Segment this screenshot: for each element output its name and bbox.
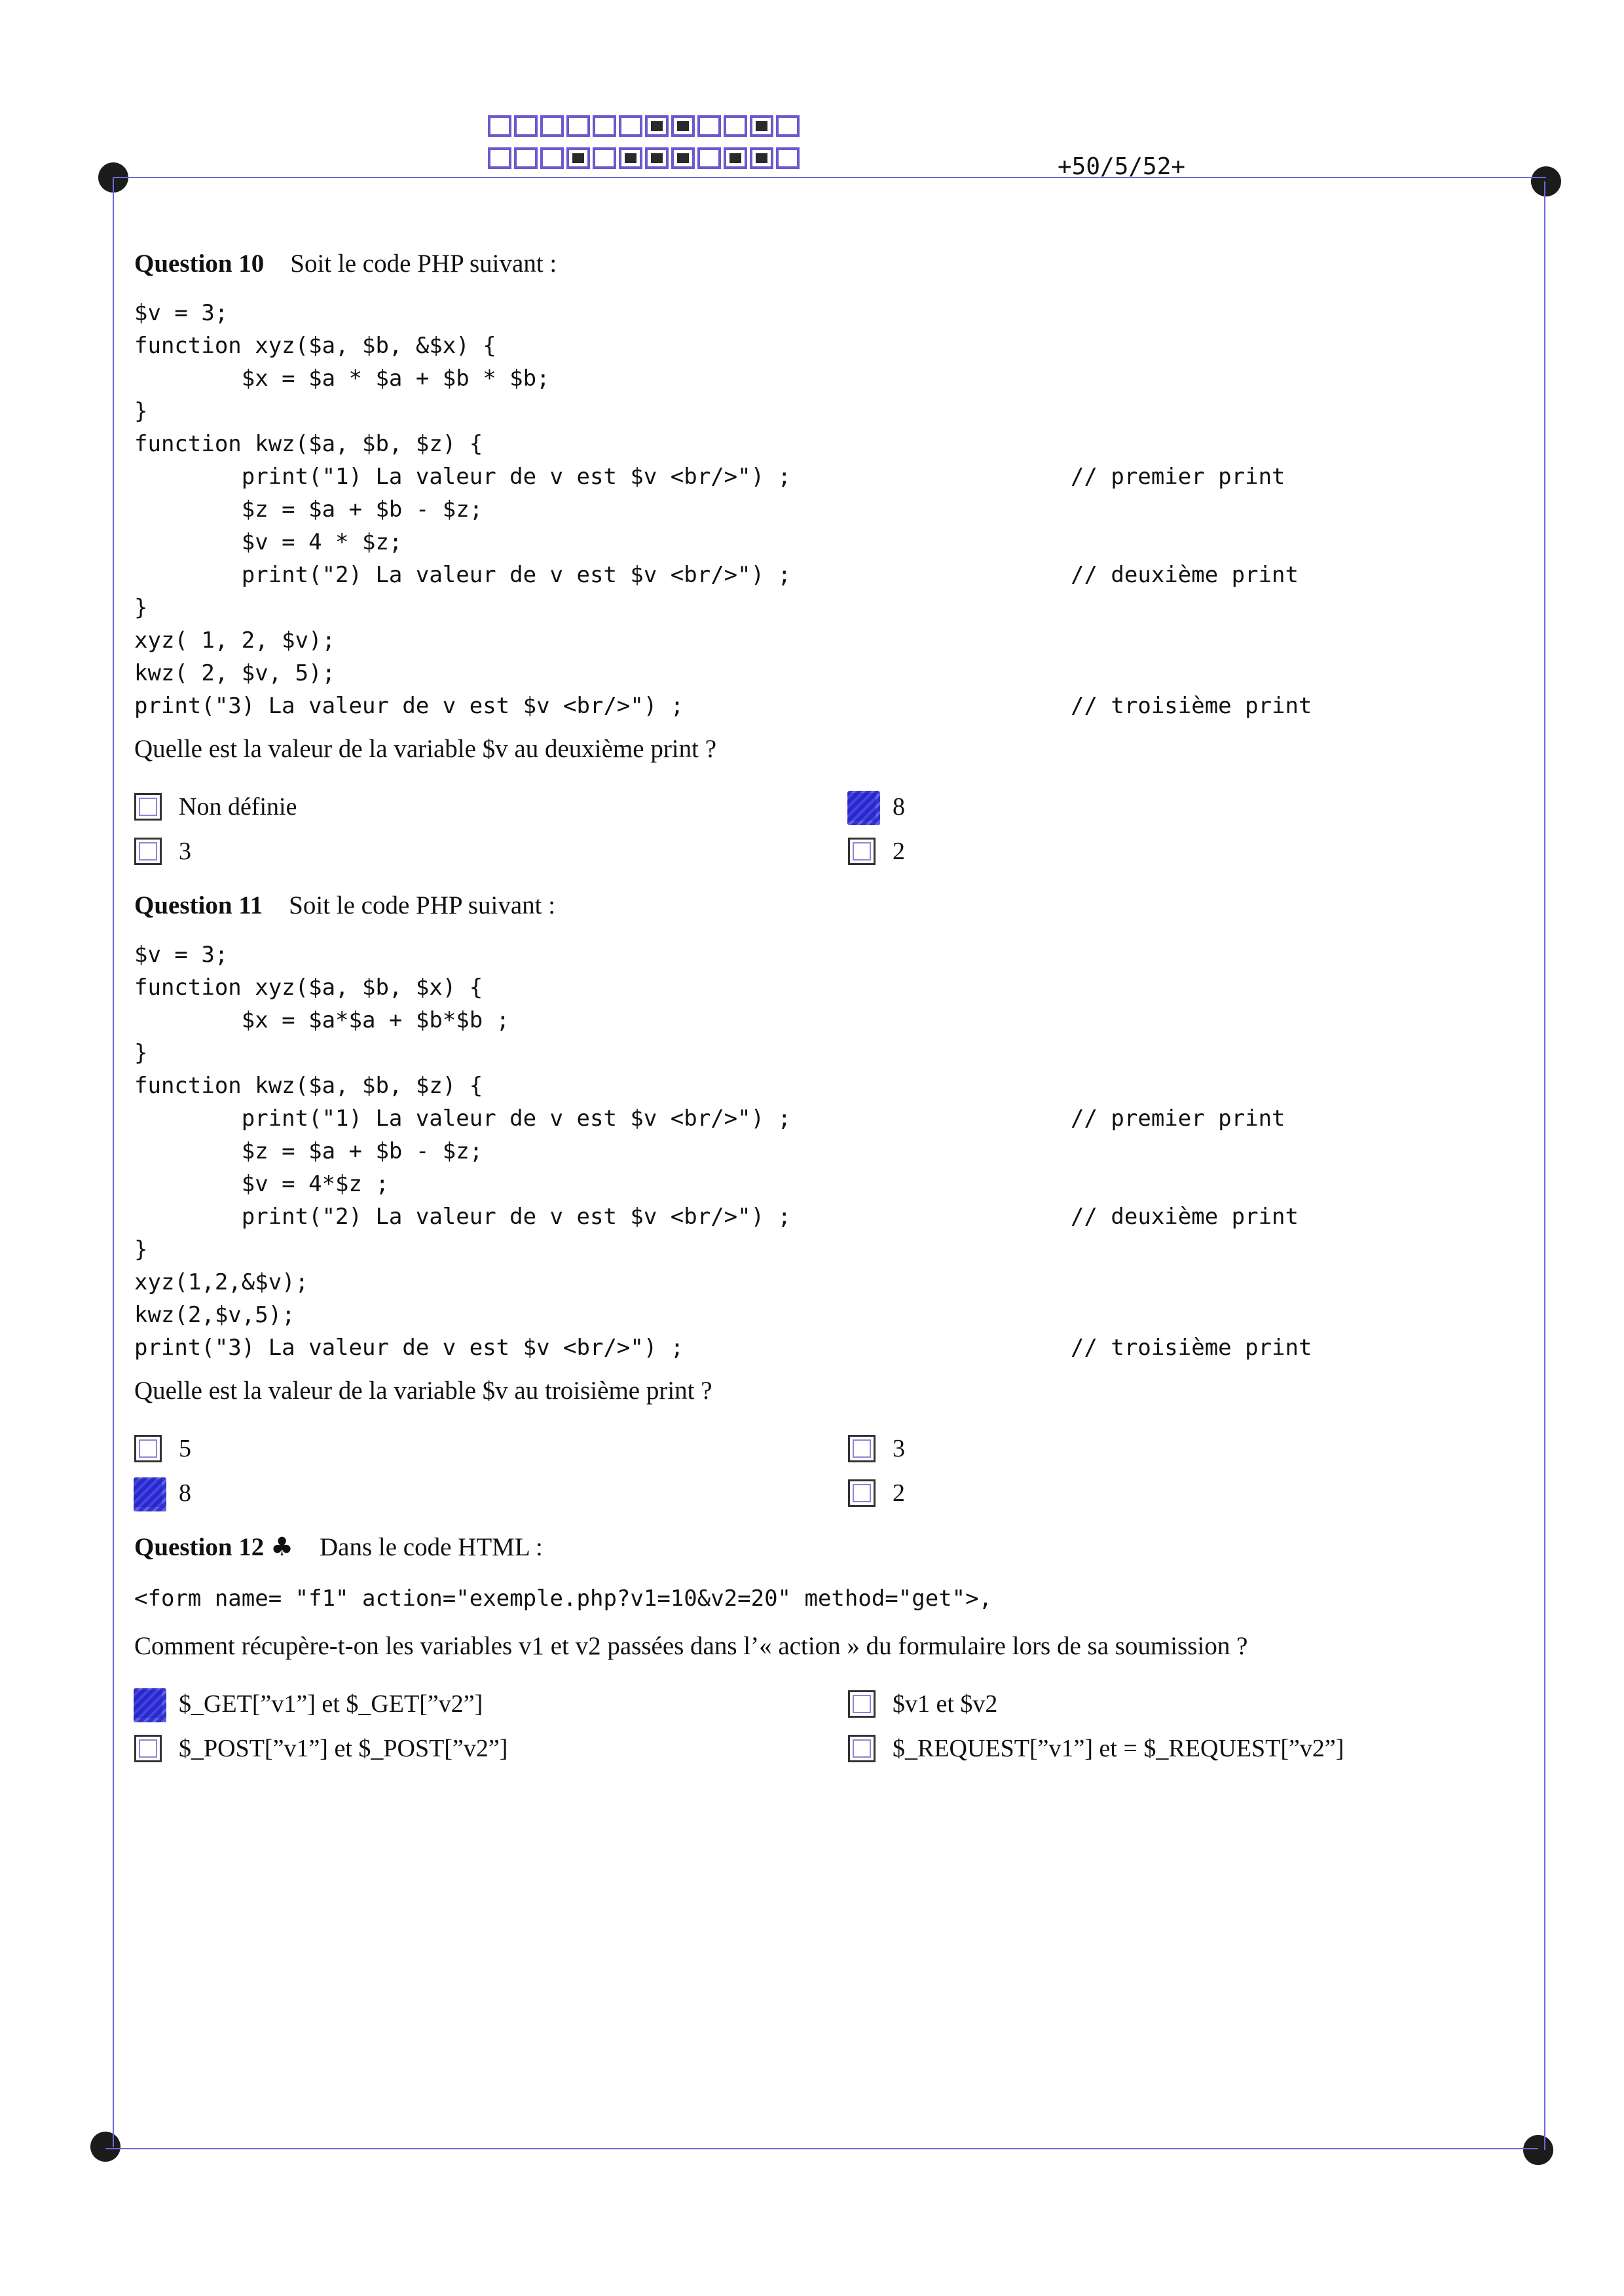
answer-option[interactable] xyxy=(134,790,848,824)
code-line xyxy=(134,395,1509,428)
question-prompt: Comment récupère-t-on les variables v1 et v2 passées dans l’« action » du formulaire lors de sa soumission ? xyxy=(134,1632,1248,1660)
frame-bottom xyxy=(105,2148,1538,2149)
code-line xyxy=(134,938,1509,971)
code-text: $v = 4*$z ; xyxy=(134,1171,389,1197)
barcode-cell xyxy=(488,147,511,169)
answer-option[interactable] xyxy=(134,1687,848,1721)
barcode-cell xyxy=(750,115,773,137)
checkbox[interactable] xyxy=(848,838,876,865)
barcode-cell xyxy=(671,147,695,169)
code-text: $z = $a + $b - $z; xyxy=(134,496,483,523)
checked-checkbox[interactable] xyxy=(848,793,876,821)
code-line xyxy=(134,1102,1509,1135)
checkbox[interactable] xyxy=(134,1735,162,1762)
code-text: xyz( 1, 2, $v); xyxy=(134,627,336,654)
question-intro: Dans le code HTML : xyxy=(320,1533,543,1561)
question-title: Question 12 xyxy=(134,1533,265,1561)
question-11 xyxy=(134,891,1509,1510)
answer-option[interactable] xyxy=(134,1476,848,1510)
code-line xyxy=(134,559,1509,591)
code-text: function kwz($a, $b, $z) { xyxy=(134,431,483,457)
answer-grid xyxy=(134,1432,1509,1510)
code-text: $z = $a + $b - $z; xyxy=(134,1138,483,1164)
question-prompt: Quelle est la valeur de la variable $v au deuxième print ? xyxy=(134,735,717,763)
code-comment: // premier print xyxy=(1071,464,1285,490)
checked-checkbox[interactable] xyxy=(134,1690,162,1718)
code-line xyxy=(134,1004,1509,1037)
answer-option[interactable] xyxy=(848,1476,1503,1510)
code-comment: // deuxième print xyxy=(1071,562,1299,588)
code-line xyxy=(134,657,1509,690)
code-block xyxy=(134,297,1509,722)
code-line xyxy=(134,297,1509,329)
barcode-cell xyxy=(697,115,721,137)
answer-label: $v1 et $v2 xyxy=(893,1690,998,1718)
barcode-cell xyxy=(593,147,616,169)
code-block xyxy=(134,938,1509,1364)
barcode-cell xyxy=(750,147,773,169)
barcode-cell xyxy=(488,115,511,137)
code-text: } xyxy=(134,1040,148,1066)
code-text: function xyz($a, $b, $x) { xyxy=(134,974,483,1001)
barcode-cell xyxy=(776,147,800,169)
answer-option[interactable] xyxy=(848,1731,1503,1766)
barcode-cell xyxy=(566,115,590,137)
question-title-wrap xyxy=(134,1532,293,1562)
answer-label: 3 xyxy=(179,838,191,865)
answer-option[interactable] xyxy=(848,790,1503,824)
answer-option[interactable] xyxy=(134,1432,848,1466)
answer-option[interactable] xyxy=(848,1687,1503,1721)
answer-label: 3 xyxy=(893,1435,905,1462)
question-10 xyxy=(134,249,1509,868)
code-line xyxy=(134,362,1509,395)
code-comment: // premier print xyxy=(1071,1105,1285,1132)
code-text: kwz( 2, $v, 5); xyxy=(134,660,336,686)
answer-grid xyxy=(134,1687,1509,1766)
barcode-cell xyxy=(540,147,564,169)
code-text: function xyz($a, $b, &$x) { xyxy=(134,333,496,359)
checkbox[interactable] xyxy=(848,1479,876,1507)
code-text: $v = 3; xyxy=(134,942,229,968)
code-text: } xyxy=(134,398,148,424)
question-intro: Soit le code PHP suivant : xyxy=(289,891,556,919)
code-line xyxy=(134,591,1509,624)
code-text: xyz(1,2,&$v); xyxy=(134,1269,309,1295)
frame-left xyxy=(113,177,114,2147)
code-text: kwz(2,$v,5); xyxy=(134,1302,295,1328)
code-line xyxy=(134,1069,1509,1102)
code-text: $x = $a * $a + $b * $b; xyxy=(134,365,550,392)
checkbox[interactable] xyxy=(134,838,162,865)
club-icon: ♣ xyxy=(270,1532,293,1562)
code-line xyxy=(134,1168,1509,1200)
answer-option[interactable] xyxy=(848,1432,1503,1466)
code-line xyxy=(134,1233,1509,1266)
code-line xyxy=(134,460,1509,493)
barcode-cell xyxy=(776,115,800,137)
registration-mark-top-right xyxy=(1531,166,1561,196)
checkbox[interactable] xyxy=(134,793,162,821)
code-line xyxy=(134,1037,1509,1069)
answer-grid xyxy=(134,790,1509,868)
code-line xyxy=(134,1266,1509,1299)
barcode-cell xyxy=(645,115,669,137)
answer-label: 2 xyxy=(893,1479,905,1507)
barcode-cell xyxy=(566,147,590,169)
answer-label: $_GET[”v1”] et $_GET[”v2”] xyxy=(179,1690,483,1718)
checkbox[interactable] xyxy=(848,1690,876,1718)
answer-label: 2 xyxy=(893,838,905,865)
barcode-cell xyxy=(540,115,564,137)
checkbox[interactable] xyxy=(134,1435,162,1462)
answer-label: Non définie xyxy=(179,793,297,821)
answer-option[interactable] xyxy=(134,1731,848,1766)
code-line xyxy=(134,1331,1509,1364)
answer-option[interactable] xyxy=(134,834,848,868)
barcode-cell xyxy=(724,115,747,137)
html-code-line: <form name= "f1" action="exemple.php?v1=10&v2=20" method="get">, xyxy=(134,1585,993,1612)
code-line xyxy=(134,493,1509,526)
checked-checkbox[interactable] xyxy=(134,1479,162,1507)
barcode-cell xyxy=(593,115,616,137)
code-line xyxy=(134,1299,1509,1331)
code-text: $x = $a*$a + $b*$b ; xyxy=(134,1007,510,1033)
answer-label: 5 xyxy=(179,1435,191,1462)
answer-label: $_POST[”v1”] et $_POST[”v2”] xyxy=(179,1735,508,1762)
answer-label: 8 xyxy=(179,1479,191,1507)
code-comment: // troisième print xyxy=(1071,1335,1312,1361)
code-line xyxy=(134,1200,1509,1233)
page-id: +50/5/52+ xyxy=(1058,153,1186,180)
question-title: Question 10 xyxy=(134,250,265,278)
barcode-cell xyxy=(724,147,747,169)
barcode-cell xyxy=(514,147,538,169)
barcode-row-1 xyxy=(488,115,802,137)
code-comment: // troisième print xyxy=(1071,693,1312,719)
barcode-cell xyxy=(514,115,538,137)
code-text: print("2) La valeur de v est $v <br/>") ; xyxy=(134,1204,792,1230)
barcode-cell xyxy=(671,115,695,137)
answer-option[interactable] xyxy=(848,834,1503,868)
code-line xyxy=(134,624,1509,657)
page-content xyxy=(134,249,1509,1784)
barcode-row-2 xyxy=(488,147,802,169)
question-title: Question 11 xyxy=(134,891,263,919)
code-line xyxy=(134,428,1509,460)
barcode-cell xyxy=(645,147,669,169)
code-line xyxy=(134,329,1509,362)
frame-right xyxy=(1544,181,1545,2150)
barcode-cell xyxy=(619,115,642,137)
checkbox[interactable] xyxy=(848,1735,876,1762)
barcode-cell xyxy=(619,147,642,169)
question-12 xyxy=(134,1532,1509,1766)
code-text: print("2) La valeur de v est $v <br/>") ; xyxy=(134,562,792,588)
code-text: print("3) La valeur de v est $v <br/>") ; xyxy=(134,693,684,719)
code-line xyxy=(134,971,1509,1004)
code-line xyxy=(134,690,1509,722)
question-prompt: Quelle est la valeur de la variable $v au troisième print ? xyxy=(134,1377,712,1405)
answer-label: $_REQUEST[”v1”] et = $_REQUEST[”v2”] xyxy=(893,1735,1344,1762)
code-text: $v = 4 * $z; xyxy=(134,529,403,555)
frame-top xyxy=(113,177,1546,178)
registration-mark-bottom-right xyxy=(1523,2135,1553,2165)
code-line xyxy=(134,526,1509,559)
code-text: } xyxy=(134,595,148,621)
code-text: print("3) La valeur de v est $v <br/>") ; xyxy=(134,1335,684,1361)
checkbox[interactable] xyxy=(848,1435,876,1462)
registration-mark-bottom-left xyxy=(90,2132,120,2162)
code-comment: // deuxième print xyxy=(1071,1204,1299,1230)
code-text: function kwz($a, $b, $z) { xyxy=(134,1073,483,1099)
code-text: $v = 3; xyxy=(134,300,229,326)
code-text: print("1) La valeur de v est $v <br/>") ; xyxy=(134,464,792,490)
code-text: print("1) La valeur de v est $v <br/>") ; xyxy=(134,1105,792,1132)
question-intro: Soit le code PHP suivant : xyxy=(290,250,557,278)
answer-label: 8 xyxy=(893,793,905,821)
code-line xyxy=(134,1135,1509,1168)
barcode-cell xyxy=(697,147,721,169)
code-text: } xyxy=(134,1236,148,1263)
